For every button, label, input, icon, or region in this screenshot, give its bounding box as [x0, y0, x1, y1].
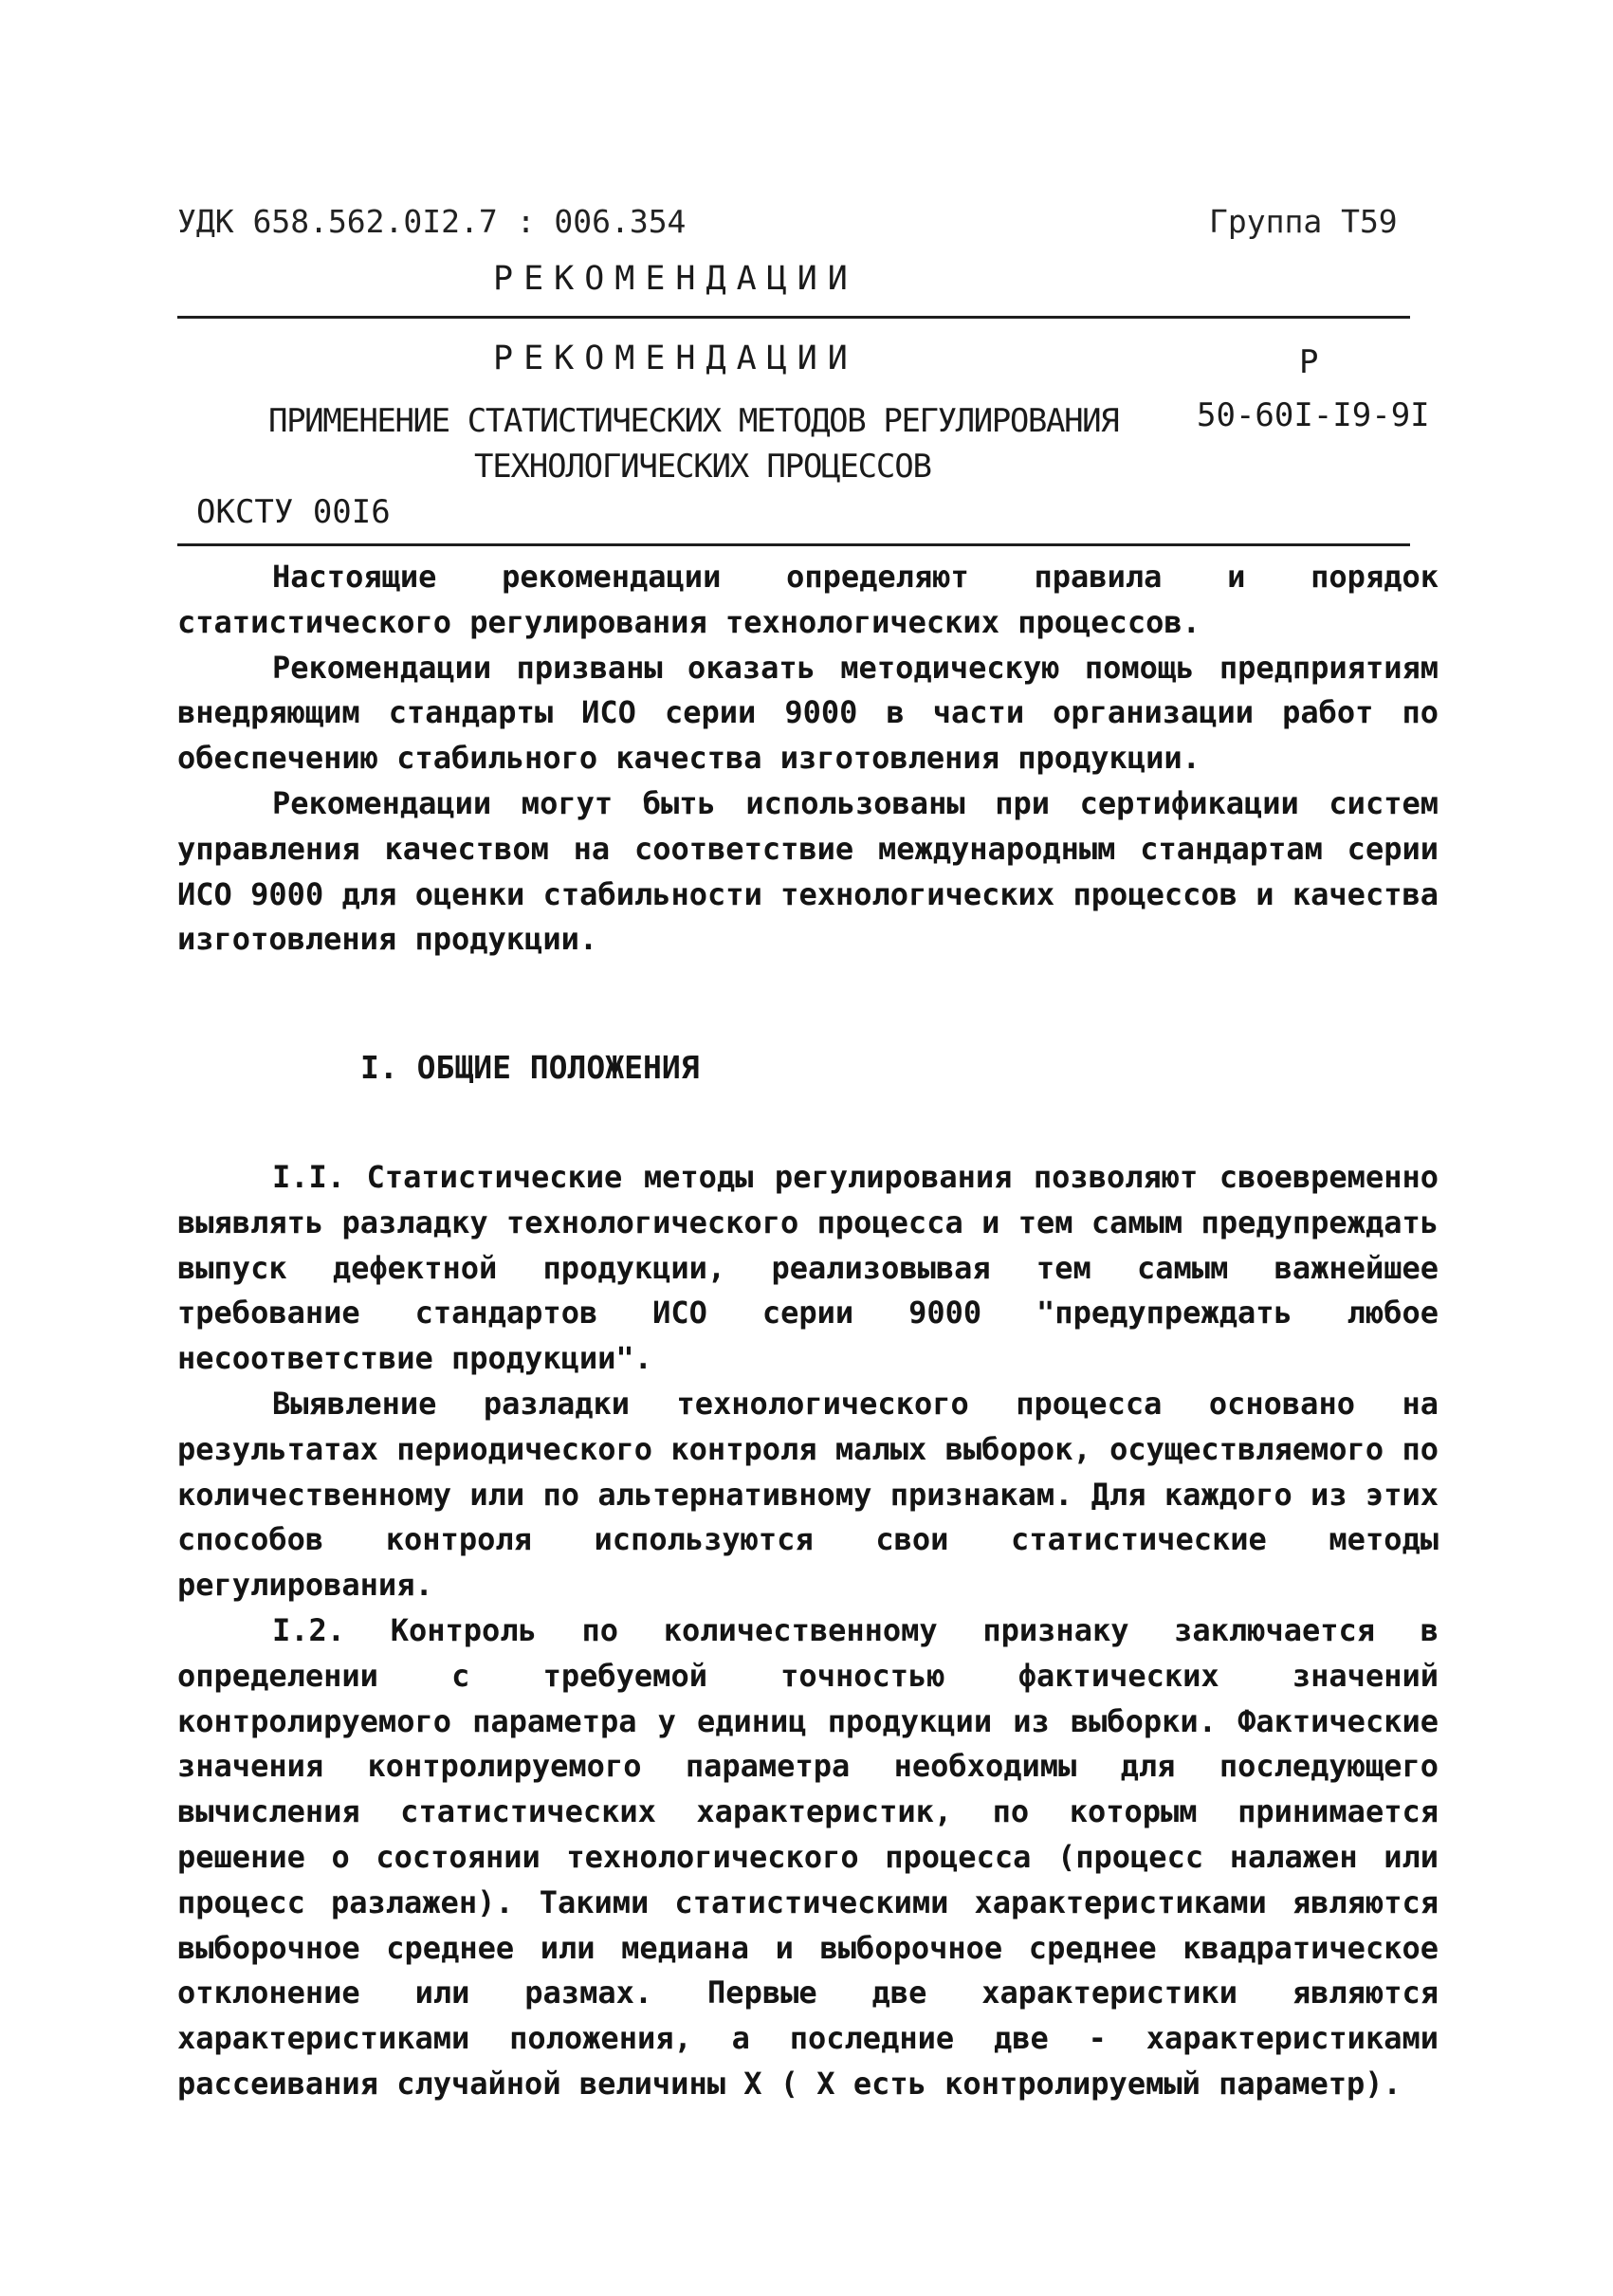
intro-paragraph: Рекомендации могут быть использованы при сертификации систем управления качеством на соответствие международным стандартам серии ИСО 9000 для оценки стабильности технологических процессов и качества изготовления продукции.	[177, 784, 1439, 958]
group-code: Группа Т59	[1209, 203, 1398, 240]
title-line-2: ТЕХНОЛОГИЧЕСКИХ ПРОЦЕССОВ	[474, 448, 931, 486]
section-paragraph: I.2. Контроль по количественному признаку заключается в определении с требуемой точностью фактических значений контролируемого параметра у единиц продукции из выборки. Фактические значения контролируемого параметра необходимы для последующего вычисления статистических характеристик, по которым принимается решение о состоянии технологического процесса (процесс налажен или процесс разлажен). Такими статистическими характеристиками являются выборочное среднее или медиана и выборочное среднее квадратическое отклонение или размах. Первые две характеристики являются характеристиками положения, а последние две - характеристиками рассеивания случайной величины X ( X есть контролируемый параметр).	[177, 1611, 1439, 2102]
udk-code: УДК 658.562.0I2.7 : 006.354	[177, 203, 687, 240]
top-label: РЕКОМЕНДАЦИИ	[493, 260, 858, 298]
top-rule	[177, 316, 1410, 319]
section-body	[177, 1155, 1439, 2107]
designation-number: 50-60I-I9-9I	[1197, 396, 1430, 434]
section-paragraph: Выявление разладки технологического процесса основано на результатах периодического контроля малых выборок, осуществляемого по количественному или по альтернативному признакам. Для каждого из этих способов контроля используются свои статистические методы регулирования.	[177, 1385, 1439, 1604]
title-line-1: ПРИМЕНЕНИЕ СТАТИСТИЧЕСКИХ МЕТОДОВ РЕГУЛИРОВАНИЯ	[268, 402, 1119, 440]
doc-type-heading: РЕКОМЕНДАЦИИ	[493, 340, 858, 377]
designation-letter: Р	[1299, 343, 1319, 381]
section-paragraph: I.I. Статистические методы регулирования позволяют своевременно выявлять разладку технологического процесса и тем самым предупреждать выпуск дефектной продукции, реализовывая тем самым важнейшее требование стандартов ИСО серии 9000 "предупреждать любое несоответствие продукции".	[177, 1159, 1439, 1377]
bottom-rule	[177, 543, 1410, 546]
section-title: I. ОБЩИЕ ПОЛОЖЕНИЯ	[360, 1049, 700, 1086]
oksti-code: ОКСТУ 00I6	[196, 493, 391, 531]
intro-paragraph: Рекомендации призваны оказать методическую помощь предприятиям внедряющим стандарты ИСО серии 9000 в части организации работ по обеспечению стабильного качества изготовления продукции.	[177, 649, 1439, 777]
intro-paragraph: Настоящие рекомендации определяют правила и порядок статистического регулирования технологических процессов.	[177, 559, 1439, 640]
intro-text	[177, 555, 1439, 963]
